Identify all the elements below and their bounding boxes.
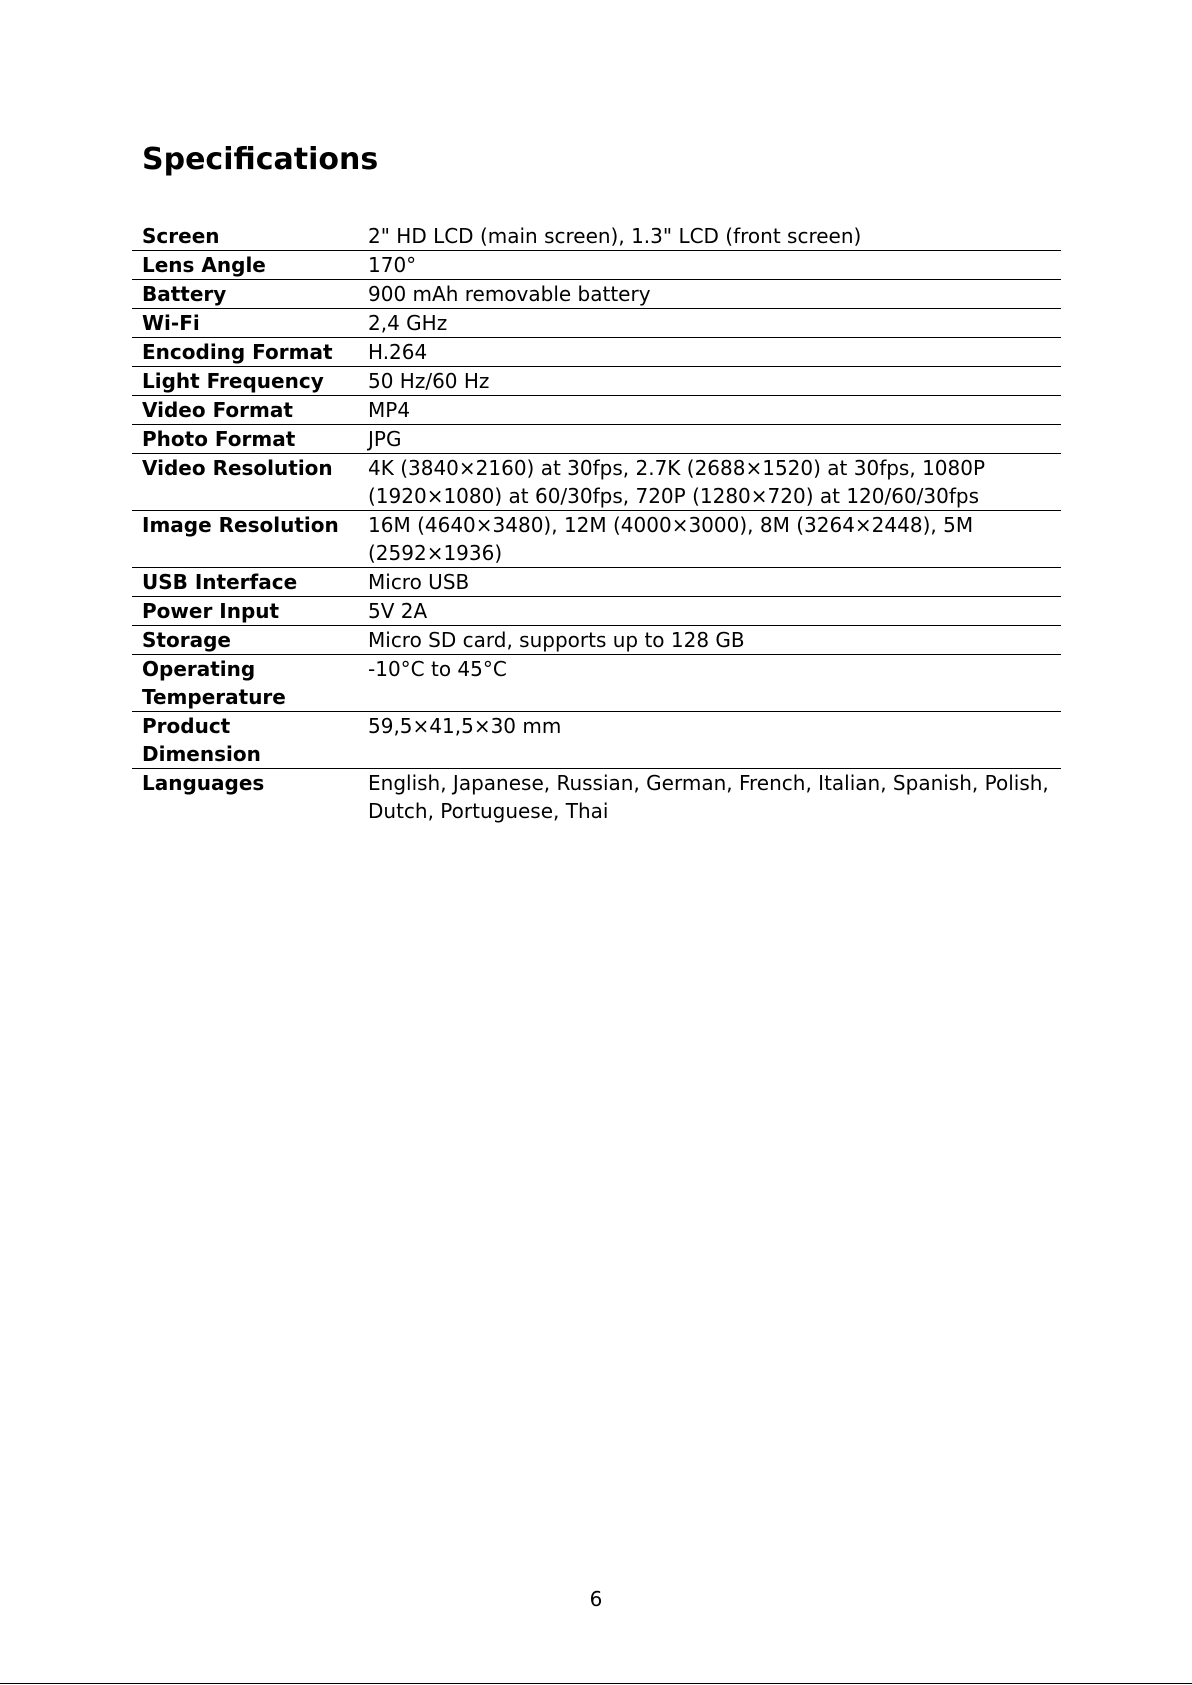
page-bottom-rule <box>0 1683 1192 1684</box>
spec-label: Power Input <box>132 597 358 626</box>
spec-row-wifi <box>132 309 1061 338</box>
page-number: 6 <box>589 1587 603 1611</box>
spec-label: Operating Temperature <box>132 655 358 712</box>
spec-value: 4K (3840×2160) at 30fps, 2.7K (2688×1520) at 30fps, 1080P (1920×1080) at 60/30fps, 720P (1280×720) at 120/60/30fps <box>358 454 1061 511</box>
spec-label: Photo Format <box>132 425 358 454</box>
spec-row-battery <box>132 280 1061 309</box>
spec-row-photo-format <box>132 425 1061 454</box>
spec-row-lens-angle <box>132 251 1061 280</box>
spec-value: 5V 2A <box>358 597 1061 626</box>
spec-label: Lens Angle <box>132 251 358 280</box>
spec-row-video-resolution <box>132 454 1061 511</box>
spec-label: Battery <box>132 280 358 309</box>
page-title: Specifications <box>142 142 379 177</box>
spec-row-operating-temperature <box>132 655 1061 712</box>
spec-value: 50 Hz/60 Hz <box>358 367 1061 396</box>
spec-value: 59,5×41,5×30 mm <box>358 712 1061 769</box>
spec-value: 170° <box>358 251 1061 280</box>
spec-value: MP4 <box>358 396 1061 425</box>
spec-row-screen <box>132 222 1061 251</box>
spec-label: Screen <box>132 222 358 251</box>
spec-value: English, Japanese, Russian, German, French, Italian, Spanish, Polish, Dutch, Portuguese, Thai <box>368 771 1049 823</box>
spec-label: Product Dimension <box>132 712 358 769</box>
spec-value: 900 mAh removable battery <box>358 280 1061 309</box>
spec-value: JPG <box>358 425 1061 454</box>
spec-label: Wi-Fi <box>132 309 358 338</box>
spec-value: 2,4 GHz <box>358 309 1061 338</box>
spec-label: USB Interface <box>132 568 358 597</box>
specifications-table <box>132 222 1061 825</box>
spec-value: Micro USB <box>358 568 1061 597</box>
spec-row-light-frequency <box>132 367 1061 396</box>
spec-label: Languages <box>142 771 265 795</box>
spec-value: Micro SD card, supports up to 128 GB <box>358 626 1061 655</box>
spec-row-video-format <box>132 396 1061 425</box>
spec-value: 2" HD LCD (main screen), 1.3" LCD (front screen) <box>358 222 1061 251</box>
spec-row-product-dimension <box>132 712 1061 769</box>
spec-row-encoding-format <box>132 338 1061 367</box>
spec-value: 16M (4640×3480), 12M (4000×3000), 8M (3264×2448), 5M (2592×1936) <box>358 511 1061 568</box>
spec-row-languages <box>132 769 1061 826</box>
spec-label: Storage <box>132 626 358 655</box>
spec-label: Image Resolution <box>132 511 358 568</box>
spec-row-storage <box>132 626 1061 655</box>
spec-value: H.264 <box>358 338 1061 367</box>
spec-label: Encoding Format <box>132 338 358 367</box>
spec-row-image-resolution <box>132 511 1061 568</box>
spec-row-power-input <box>132 597 1061 626</box>
spec-row-usb-interface <box>132 568 1061 597</box>
spec-label: Video Resolution <box>132 454 358 511</box>
spec-value: -10°C to 45°C <box>358 655 1061 712</box>
spec-label: Light Frequency <box>132 367 358 396</box>
spec-label: Video Format <box>132 396 358 425</box>
